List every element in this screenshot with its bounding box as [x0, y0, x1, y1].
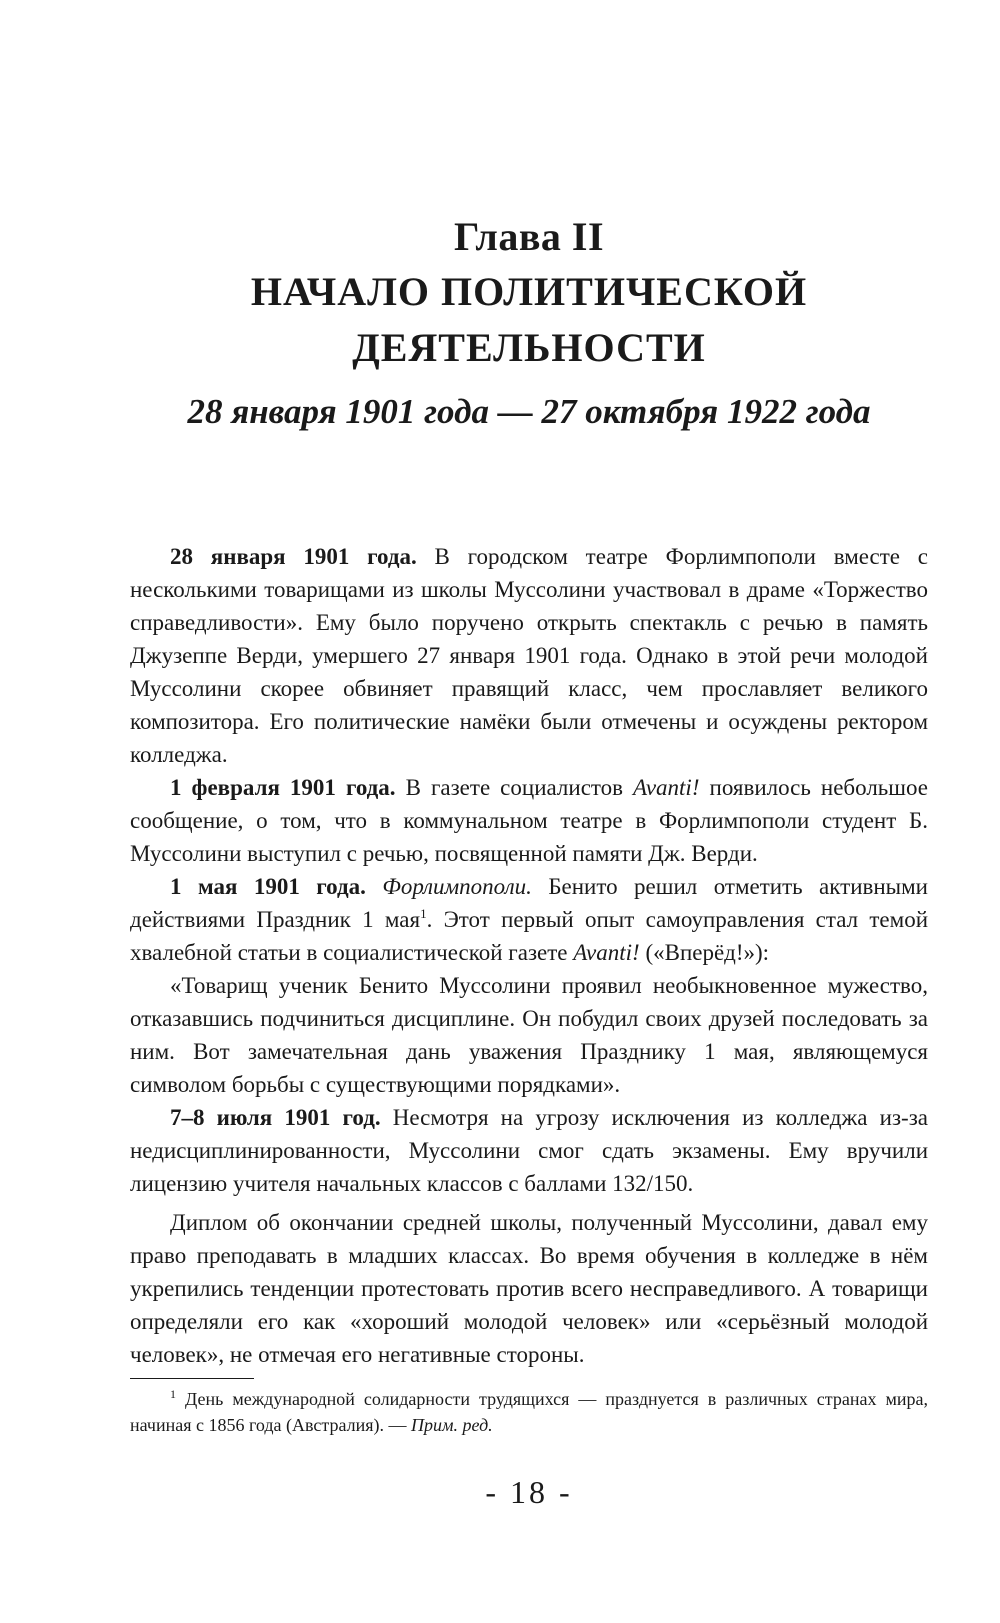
entry-paragraph — [130, 1101, 928, 1200]
footnote-text: День международной солидарности трудящихся — празднуется в различных странах мира, начиная с 1856 года (Австралия). — — [130, 1389, 928, 1435]
body-paragraph — [130, 1206, 928, 1371]
editor-note: Прим. ред. — [411, 1415, 493, 1435]
footnote-divider — [130, 1378, 254, 1379]
chapter-body — [130, 540, 928, 1371]
entry-paragraph — [130, 870, 928, 969]
entry-date: 1 февраля 1901 года. — [170, 775, 396, 800]
chapter-heading — [130, 214, 928, 434]
page-number: - 18 - — [485, 1474, 573, 1510]
entry-date: 7–8 июля 1901 год. — [170, 1105, 381, 1130]
chapter-dates: 28 января 1901 года — 27 октября 1922 года — [187, 392, 871, 431]
entry-text: В газете социалистов — [395, 775, 634, 800]
entry-text: В городском театре Форлимпополи вместе с несколькими товарищами из школы Муссолини участвовал в драме «Торжество справедливости». Ему было поручено открыть спектакль с речью в память Джузеппе Верди, умершего 27 января 1901 года. Однако в этой речи молодой Муссолини скорее обвиняет правящий класс, чем прославляет великого композитора. Его политические намёки были отмечены и осуждены ректором колледжа. — [130, 544, 928, 767]
newspaper-name: Avanti! — [573, 940, 640, 965]
entry-text: . Этот первый опыт самоуправления стал темой хвалебной статьи в социалистической газете — [130, 907, 929, 965]
entry-text: Несмотря на угрозу исключения из колледжа из-за недисциплинированности, Муссолини смог сдать экзамены. Ему вручили лицензию учителя начальных классов с баллами 132/150. — [130, 1105, 928, 1196]
entry-date: 28 января 1901 года. — [170, 544, 417, 569]
entry-date: 1 мая 1901 года. — [170, 874, 366, 899]
entry-place: Форлимпополи. — [365, 874, 532, 899]
entry-paragraph — [130, 771, 928, 870]
footnote-reference[interactable]: 1 — [420, 906, 427, 921]
footnote-marker: 1 — [170, 1387, 176, 1401]
quote-text: «Товарищ ученик Бенито Муссолини проявил необыкновенное мужество, отказавшись подчиниться дисциплине. Он побудил своих друзей последовать за ним. Вот замечательная дань уважения Празднику 1 мая, являющемуся символом борьбы с существующими порядками». — [130, 973, 928, 1097]
entry-text: («Вперёд!»): — [639, 940, 770, 965]
entry-text: Бенито решил отметить активными действиями Праздник 1 мая — [130, 874, 928, 932]
paragraph-text: Диплом об окончании средней школы, полученный Муссолини, давал ему право преподавать в младших классах. Во время обучения в колледже в нём укрепились тенденции протестовать против всего несправедливого. А товарищи определяли его как «хороший молодой человек» или «серьёзный молодой человек», не отмечая его негативные стороны. — [130, 1210, 928, 1367]
quote-paragraph — [130, 969, 928, 1101]
entry-paragraph — [130, 540, 928, 771]
chapter-number: Глава II — [453, 214, 605, 259]
entry-text: появилось небольшое сообщение, о том, что в коммунальном театре в Форлимпополи студент Б. Муссолини выступил с речью, посвященной памяти Дж. Верди. — [130, 775, 928, 866]
footnote — [130, 1386, 928, 1438]
chapter-title: НАЧАЛО ПОЛИТИЧЕСКОЙ ДЕЯТЕЛЬНОСТИ — [250, 269, 808, 370]
newspaper-name: Avanti! — [633, 775, 700, 800]
